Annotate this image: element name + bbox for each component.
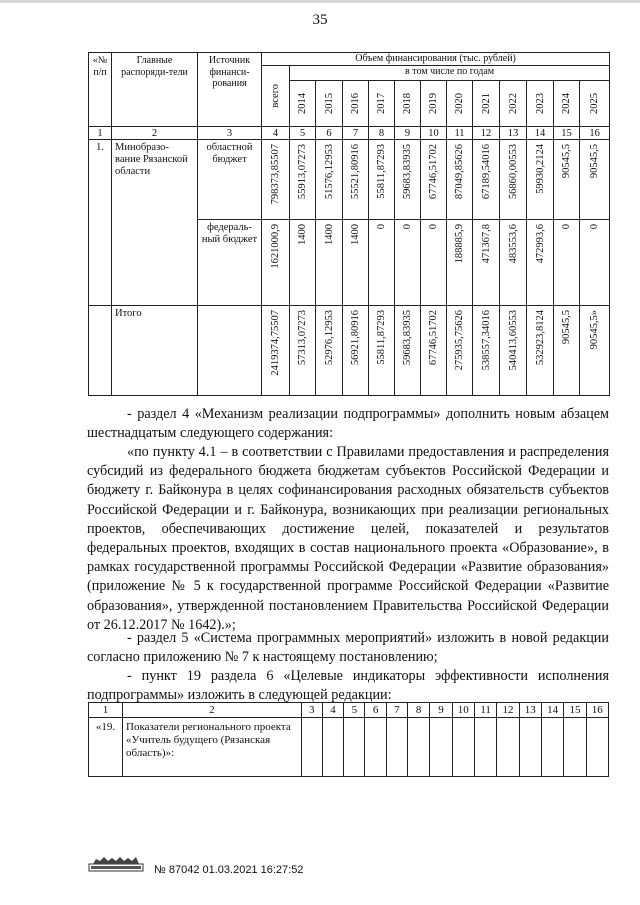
total-value: 90545,5» [589, 310, 601, 350]
indicator-column-number: 13 [519, 703, 541, 718]
row2-value-cell [395, 220, 421, 306]
indicator-column-number: 2 [123, 703, 302, 718]
row2-value-cell [290, 220, 316, 306]
column-number: 7 [343, 127, 369, 140]
total-value-cell [369, 306, 395, 396]
page-number: 35 [312, 12, 328, 28]
row2-value-cell [473, 220, 500, 306]
indicator-value-cell [322, 718, 343, 777]
year-header-2018 [395, 81, 421, 127]
row1-source: областной бюджет [198, 140, 262, 220]
indicator-column-number: 7 [386, 703, 407, 718]
year-label: 2014 [297, 93, 308, 114]
row1-value-cell [554, 140, 580, 220]
finance-table [88, 52, 610, 396]
total-value-cell [554, 306, 580, 396]
row2-value: 0 [561, 224, 572, 230]
year-label: 2015 [323, 93, 335, 114]
total-value-cell [527, 306, 554, 396]
indicator-column-number: 16 [586, 703, 608, 718]
indicator-column-number: 14 [541, 703, 563, 718]
indicator-value-cell [452, 718, 474, 777]
row1-value-cell [580, 140, 610, 220]
year-label: 2022 [507, 93, 519, 114]
column-number: 1 [89, 127, 112, 140]
row2-value-cell [554, 220, 580, 306]
scan-edge [0, 0, 640, 3]
column-number: 13 [500, 127, 527, 140]
indicator-value-cell [497, 718, 519, 777]
indicator-column-number: 11 [474, 703, 496, 718]
year-label: 2024 [561, 93, 572, 114]
indicator-table [88, 702, 609, 777]
header-by-years: в том числе по годам [290, 66, 610, 81]
row1-value: 55811,87293 [376, 144, 387, 199]
column-number: 12 [473, 127, 500, 140]
row1-value: 56860,00553 [507, 144, 519, 200]
row1-value: 67746,51702 [428, 144, 439, 200]
total-label: Итого [112, 306, 198, 396]
column-number: 10 [421, 127, 447, 140]
indicator-value-cell [564, 718, 586, 777]
total-value: 532923,8124 [534, 310, 546, 366]
indicator-value-cell [386, 718, 407, 777]
total-value-cell [316, 306, 343, 396]
year-header-2014 [290, 81, 316, 127]
year-header-2020 [447, 81, 473, 127]
total-value-cell [262, 306, 290, 396]
year-header-2023 [527, 81, 554, 127]
column-number: 11 [447, 127, 473, 140]
row2-source: федераль-ный бюджет [198, 220, 262, 306]
row2-value: 1621000,9 [270, 224, 281, 269]
year-label: 2016 [350, 93, 361, 114]
indicator-value-cell [344, 718, 365, 777]
row1-value-cell [395, 140, 421, 220]
row2-value: 0 [402, 224, 413, 230]
total-num-empty [89, 306, 112, 396]
row2-value-cell [447, 220, 473, 306]
year-header-2025 [580, 81, 610, 127]
row2-value: 0 [589, 224, 601, 230]
indicator-column-number: 5 [344, 703, 365, 718]
year-header-2024 [554, 81, 580, 127]
indicator-column-number: 9 [430, 703, 452, 718]
year-header-2016 [343, 81, 369, 127]
row1-value: 67189,54016 [480, 144, 492, 200]
total-value: 538557,34016 [480, 310, 492, 371]
header-num: «№ п/п [89, 53, 112, 127]
indicator-column-number: 3 [301, 703, 322, 718]
indicator-column-number: 10 [452, 703, 474, 718]
year-header-2015 [316, 81, 343, 127]
indicator-column-number: 6 [365, 703, 386, 718]
row2-value: 188885,9 [454, 224, 465, 264]
total-value-cell [395, 306, 421, 396]
row2-value-cell [316, 220, 343, 306]
total-value: 540413,60553 [507, 310, 519, 371]
indicator-column-number: 15 [564, 703, 586, 718]
row2-value: 0 [428, 224, 439, 230]
total-value-cell [580, 306, 610, 396]
paragraph-clause-4-1: «по пункту 4.1 – в соответствии с Правилами предоставления и распределения субсидий из федерального бюджета бюджетам субъектов Российской Федерации и бюджету г. Байконура в целях софинансирования расходных обязательств субъектов Российской Федерации и г. Байконура, возникающих при реализации региональных проектов, обеспечивающих достижение целей, показателей и результатов федеральных проектов, входящих в состав национального проекта «Образование», в рамках государственной программы Российской Федерации «Развитие образования» (приложение № 5 к государственной программе Российской Федерации «Развитие образования», утвержденной постановлением Правительства Российской Федерации от 26.12.2017 № 1642).»; [87, 444, 609, 633]
footer-doc-id: № 87042 01.03.2021 16:27:52 [154, 864, 304, 876]
indicator-row-num: «19. [89, 718, 123, 777]
year-label: 2019 [428, 93, 439, 114]
total-value: 67746,51702 [428, 310, 439, 366]
row2-value-cell [343, 220, 369, 306]
indicator-value-cell [301, 718, 322, 777]
column-number: 9 [395, 127, 421, 140]
row2-value-cell [580, 220, 610, 306]
total-value-cell [500, 306, 527, 396]
indicator-value-cell [474, 718, 496, 777]
year-label: 2021 [480, 93, 492, 114]
indicator-column-number: 4 [322, 703, 343, 718]
row1-value: 59930,2124 [534, 144, 546, 194]
row1-value-cell [421, 140, 447, 220]
year-header-2022 [500, 81, 527, 127]
total-value: 275935,75626 [454, 310, 465, 371]
row1-value: 55521,80916 [350, 144, 361, 200]
row1-value: 55913,07273 [297, 144, 308, 200]
row1-value: 90545,5 [589, 144, 601, 179]
row1-value: 51576,12953 [323, 144, 335, 200]
row2-value-cell [262, 220, 290, 306]
total-value: 55811,87293 [376, 310, 387, 365]
total-source-empty [198, 306, 262, 396]
row1-value-cell [343, 140, 369, 220]
total-value: 52976,12953 [323, 310, 335, 366]
year-label: 2018 [402, 93, 413, 114]
document-stamp-icon [88, 855, 144, 872]
total-value-cell [473, 306, 500, 396]
total-value: 56921,80916 [350, 310, 361, 366]
column-number: 6 [316, 127, 343, 140]
indicator-column-number: 1 [89, 703, 123, 718]
row1-value-cell [447, 140, 473, 220]
row2-value-cell [369, 220, 395, 306]
paragraph-section5: - раздел 5 «Система программных мероприятий» изложить в новой редакции согласно приложению № 7 к настоящему постановлению; [87, 630, 609, 666]
row2-value-cell [500, 220, 527, 306]
paragraph-section6: - пункт 19 раздела 6 «Целевые индикаторы эффективности исполнения подпрограммы» изложить в следующей редакции: [87, 668, 609, 704]
total-value: 2419374,75507 [270, 310, 281, 376]
total-value-cell [421, 306, 447, 396]
row1-value: 90545,5 [561, 144, 572, 179]
year-label: 2017 [376, 93, 387, 114]
total-value: 57313,07273 [297, 310, 308, 366]
column-number: 14 [527, 127, 554, 140]
row2-value-cell [527, 220, 554, 306]
row1-main-manager: Минобразо-вание Рязанской области [112, 140, 198, 306]
total-value-cell [343, 306, 369, 396]
indicator-column-number: 8 [407, 703, 429, 718]
row2-value-cell [421, 220, 447, 306]
row2-value: 483553,6 [507, 224, 519, 264]
row2-value: 471367,8 [480, 224, 492, 264]
year-label: 2023 [534, 93, 546, 114]
row1-value-cell [262, 140, 290, 220]
total-value: 59683,83935 [402, 310, 413, 366]
row1-value: 59683,83935 [402, 144, 413, 200]
year-header-2017 [369, 81, 395, 127]
year-header-2019 [421, 81, 447, 127]
row2-value: 1400 [350, 224, 361, 245]
column-number: 3 [198, 127, 262, 140]
row2-value: 472993,6 [534, 224, 546, 264]
row2-value: 1400 [323, 224, 335, 245]
row1-num: 1. [89, 140, 112, 306]
total-value: 90545,5 [561, 310, 572, 345]
header-funding-volume: Объем финансирования (тыс. рублей) [262, 53, 610, 66]
column-number: 16 [580, 127, 610, 140]
indicator-value-cell [407, 718, 429, 777]
row2-value: 1400 [297, 224, 308, 245]
header-main-managers: Главные распоряди-тели [112, 53, 198, 127]
row1-value-cell [473, 140, 500, 220]
row1-value-cell [369, 140, 395, 220]
indicator-value-cell [519, 718, 541, 777]
total-value-cell [447, 306, 473, 396]
row1-value: 87049,85626 [454, 144, 465, 200]
header-funding-source: Источник финанси-рования [198, 53, 262, 127]
indicator-value-cell [586, 718, 608, 777]
year-label: 2020 [454, 93, 465, 114]
paragraph-section4: - раздел 4 «Механизм реализации подпрограммы» дополнить новым абзацем шестнадцатым следующего содержания: [87, 406, 609, 442]
row1-value: 798373,85507 [270, 144, 281, 205]
column-number: 15 [554, 127, 580, 140]
row1-value-cell [316, 140, 343, 220]
header-total-label: всего [270, 84, 281, 108]
indicator-value-cell [541, 718, 563, 777]
column-number: 4 [262, 127, 290, 140]
indicator-value-cell [365, 718, 386, 777]
indicator-row-text: Показатели регионального проекта «Учитель будущего (Рязанская область)»: [123, 718, 302, 777]
header-total [262, 66, 290, 127]
row2-value: 0 [376, 224, 387, 230]
total-value-cell [290, 306, 316, 396]
row1-value-cell [527, 140, 554, 220]
indicator-value-cell [430, 718, 452, 777]
column-number: 5 [290, 127, 316, 140]
row1-value-cell [290, 140, 316, 220]
indicator-column-number: 12 [497, 703, 519, 718]
year-label: 2025 [589, 93, 601, 114]
column-number: 8 [369, 127, 395, 140]
row1-value-cell [500, 140, 527, 220]
year-header-2021 [473, 81, 500, 127]
column-number: 2 [112, 127, 198, 140]
